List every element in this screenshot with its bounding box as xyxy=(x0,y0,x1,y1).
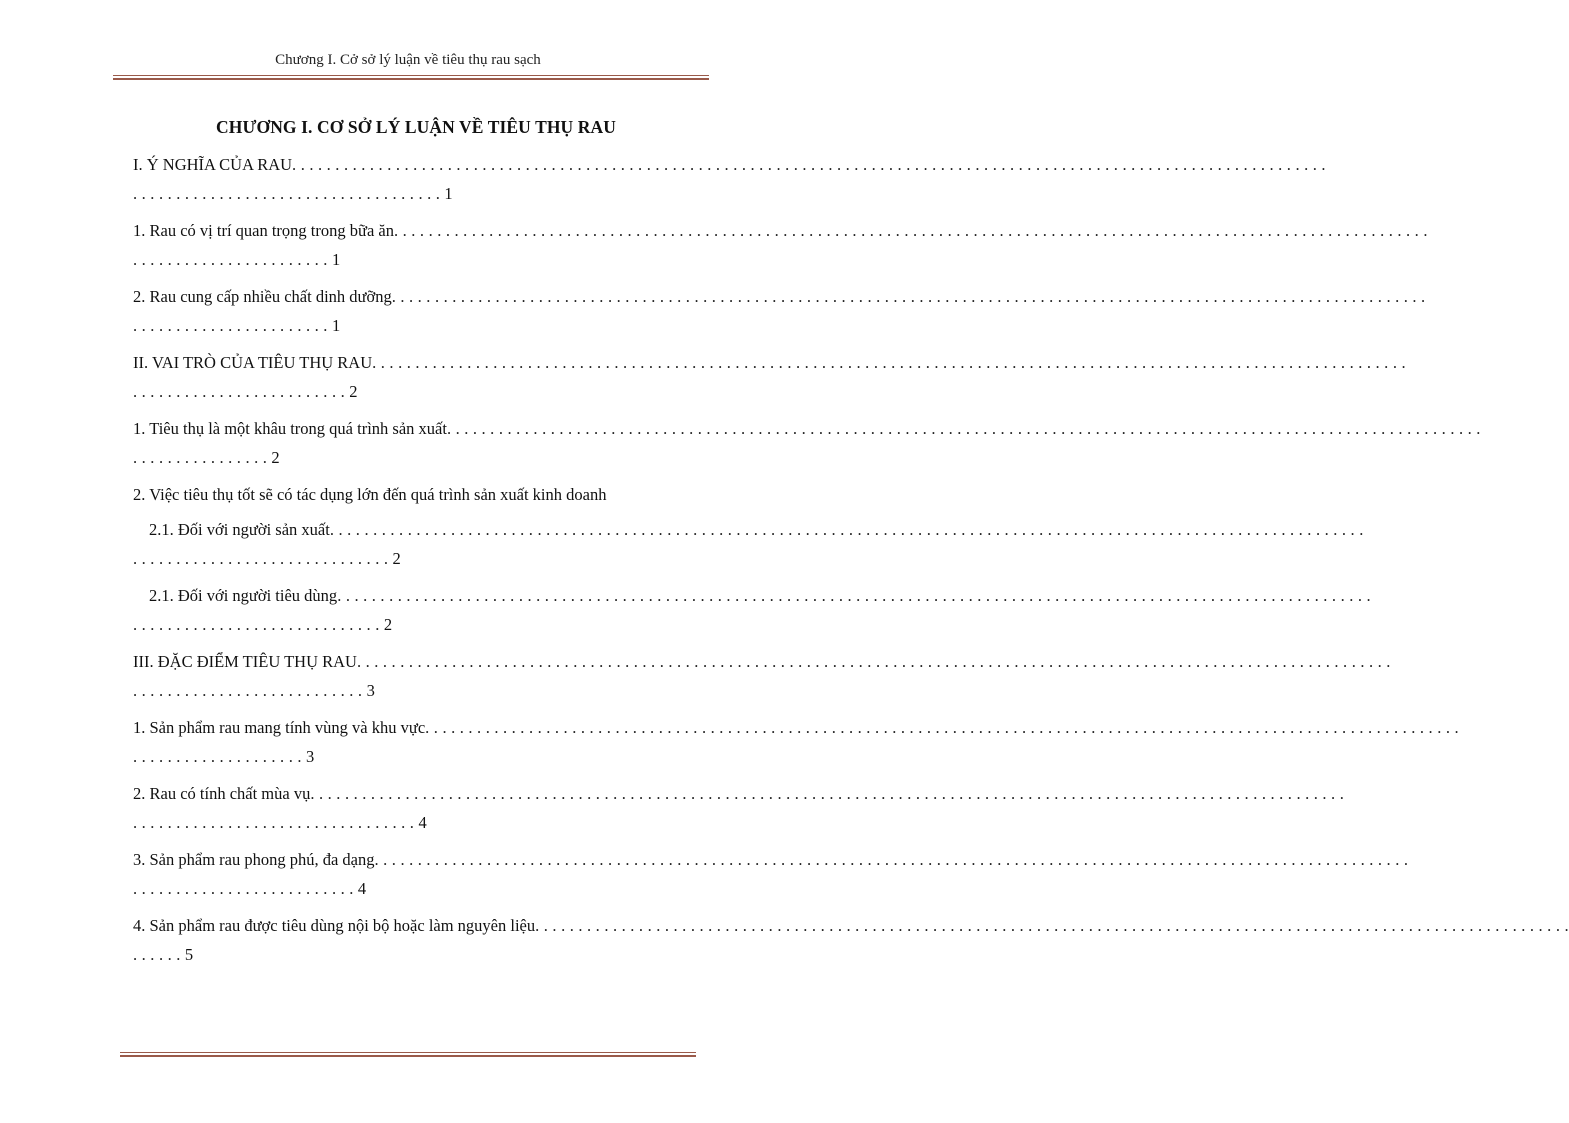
toc-page-number: 5 xyxy=(184,945,194,964)
toc-entry-continuation xyxy=(133,316,340,336)
toc-entry-continuation xyxy=(133,945,193,965)
toc-entry-text: 4. Sản phẩm rau được tiêu dùng nội bộ hoặc làm nguyên liệu xyxy=(133,916,536,935)
toc-entry-text: 1. Sản phẩm rau mang tính vùng và khu vực xyxy=(133,718,426,737)
toc-entry-line xyxy=(133,784,1345,804)
toc-entry-text: 2.1. Đối với người tiêu dùng xyxy=(149,586,338,605)
toc-page-number: 1 xyxy=(444,184,453,203)
dot-leader: . . . . . . . . . . . . . . . . . . . . . . . . . . . . . . . . . . . . . . . . . . . . . . . . . . . . . . . . . . . . . . . . . . . . . . . . . . . . . . . . . . . . . . . . . . . . . . . . . . . . . . . . . . . . . . . . . . . . . . . . xyxy=(425,718,1459,737)
dot-leader: . . . . . . . . . . . . . . . . . . . . . . . . . . . xyxy=(133,681,367,700)
dot-leader: . . . . . . . . . . . . . . . . . . . . . . . . . . . . . . . . . . . . . . . . . . . . . . . . . . . . . . . . . . . . . . . . . . . . . . . . . . . . . . . . . . . . . . . . . . . . . . . . . . . . . . . . . . . . . . . . . . . . . . . . xyxy=(292,155,1326,174)
toc-entry-text: 3. Sản phẩm rau phong phú, đa dạng xyxy=(133,850,375,869)
toc-page-number: 3 xyxy=(366,681,375,700)
toc-entry-line xyxy=(133,485,709,505)
toc-entry-text: III. ĐẶC ĐIỂM TIÊU THỤ RAU xyxy=(133,652,357,671)
toc-entry xyxy=(133,287,1426,353)
toc-entry xyxy=(133,485,709,520)
toc-entry-line xyxy=(133,850,1409,870)
dot-leader: . . . . . . . . . . . . . . . . . . . . . . . . . . . . . . . . . . . . . . . . . . . . . . . . . . . . . . . . . . . . . . . . . . . . . . . . . . . . . . . . . . . . . . . . . . . . . . . . . . . . . . . . . . . . . . . . . . . . . . . . xyxy=(372,353,1406,372)
toc-page-number: 2 xyxy=(271,448,280,467)
dot-leader: . . . . . . . . . . . . . . . . . . . . . . . . . . . . . xyxy=(133,615,384,634)
toc-entry xyxy=(133,155,1326,221)
header-rule xyxy=(113,75,709,80)
toc-entry xyxy=(133,916,1569,982)
footer-rule xyxy=(120,1052,696,1057)
toc-entry xyxy=(133,718,1459,784)
toc-entry-text: 2. Rau có tính chất mùa vụ xyxy=(133,784,311,803)
dot-leader: . . . . . . . . . . . . . . . . . . . . . . . xyxy=(133,316,332,335)
dot-leader: . . . . . . . . . . . . . . . . . . . . . . . . . . . . . . . . . . . . . . . . . . . . . . . . . . . . . . . . . . . . . . . . . . . . . . . . . . . . . . . . . . . . . . . . . . . . . . . . . . . . . . . . . . . . . . . . . . . . . . . . xyxy=(446,419,1481,438)
dot-leader: . . . . . . . . . . . . . . . . . . . . . . . xyxy=(133,250,332,269)
dot-leader: . . . . . . . . . . . . . . . . . . . . . . . . . . . . . . . . . . . . . . . . . . . . . . . . . . . . . . . . . . . . . . . . . . . . . . . . . . . . . . . . . . . . . . . . . . . . . . . . . . . . . . . . . . . . . . . . . . . . . . . . xyxy=(329,520,1364,539)
toc-entry xyxy=(133,586,1371,652)
toc-entry-continuation xyxy=(133,549,401,569)
toc-entry-continuation xyxy=(133,382,358,402)
toc-entry-continuation xyxy=(133,448,280,468)
toc-page-number: 2 xyxy=(349,382,358,401)
toc-entry-line xyxy=(133,520,1364,540)
toc-page-number: 3 xyxy=(306,747,315,766)
toc-entry-continuation xyxy=(133,184,453,204)
toc-entry-line xyxy=(133,586,1371,606)
toc-entry-continuation xyxy=(133,681,375,701)
toc-entry-line xyxy=(133,353,1406,373)
toc-entry-continuation xyxy=(133,813,427,833)
toc-entry xyxy=(133,850,1409,916)
dot-leader: . . . . . . . . . . . . . . . . . . . . . . . . . . . . . . . . . . . . . . . . . . . . . . . . . . . . . . . . . . . . . . . . . . . . . . . . . . . . . . . . . . . . . . . . . . . . . . . . . . . . . . . . . . . . . . . . . . . . . . . . xyxy=(337,586,1371,605)
toc-entry xyxy=(133,221,1428,287)
toc-entry-continuation xyxy=(133,747,314,767)
toc-page-number: 4 xyxy=(418,813,427,832)
dot-leader: . . . . . . . . . . . . . . . . . . . . . . . . . . . . . . xyxy=(133,549,393,568)
toc-entry-line xyxy=(133,419,1481,439)
toc-page-number: 4 xyxy=(357,879,367,898)
toc-entry-continuation xyxy=(133,250,340,270)
toc-entry-continuation xyxy=(133,615,392,635)
toc-page-number: 1 xyxy=(331,250,341,269)
toc-page-number: 1 xyxy=(331,316,341,335)
dot-leader: . . . . . . . . . . . . . . . . . . . . . . . . . . . . . . . . . xyxy=(133,813,419,832)
toc-entry-text: II. VAI TRÒ CỦA TIÊU THỤ RAU xyxy=(133,353,373,372)
toc-entry xyxy=(133,652,1391,718)
toc-entry xyxy=(133,520,1364,586)
dot-leader: . . . . . . . . . . . . . . . . . . . . . . . . . . . . . . . . . . . . . . . . . . . . . . . . . . . . . . . . . . . . . . . . . . . . . . . . . . . . . . . . . . . . . . . . . . . . . . . . . . . . . . . . . . . . . . . . . . . . . . . . xyxy=(310,784,1345,803)
running-header: Chương I. Cở sở lý luận về tiêu thụ rau sạch xyxy=(275,52,541,68)
toc-page-number: 2 xyxy=(392,549,401,568)
toc-entry-continuation xyxy=(133,879,366,899)
toc-entry-line xyxy=(133,287,1426,307)
toc-entry-line xyxy=(133,155,1326,175)
dot-leader: . . . . . . . . . . . . . . . . . . . . . . . . . . . . . . . . . . . . . . . . . . . . . . . . . . . . . . . . . . . . . . . . . . . . . . . . . . . . . . . . . . . . . . . . . . . . . . . . . . . . . . . . . . . . . . . . . . . . . . . . xyxy=(374,850,1409,869)
toc-entry-text: 1. Rau có vị trí quan trọng trong bữa ăn xyxy=(133,221,394,240)
dot-leader: . . . . . . . . . . . . . . . . . . . . . . . . . . . . . . . . . . . . . . . . . . . . . . . . . . . . . . . . . . . . . . . . . . . . . . . . . . . . . . . . . . . . . . . . . . . . . . . . . . . . . . . . . . . . . . . . . . . . . . . . xyxy=(391,287,1426,306)
dot-leader: . . . . . . . . . . . . . . . . . . . . . . . . . xyxy=(133,382,350,401)
dot-leader: . . . . . . . . . . . . . . . . . . . . . . . . . . . . . . . . . . . . xyxy=(133,184,445,203)
dot-leader: . . . . . . . . . . . . . . . . . . . . . . . . . . . . . . . . . . . . . . . . . . . . . . . . . . . . . . . . . . . . . . . . . . . . . . . . . . . . . . . . . . . . . . . . . . . . . . . . . . . . . . . . . . . . . . . . . . . . . . . . xyxy=(393,221,1428,240)
table-of-contents xyxy=(133,155,1569,982)
toc-entry-text: I. Ý NGHĨA CỦA RAU xyxy=(133,155,293,174)
toc-entry-line xyxy=(133,652,1391,672)
dot-leader: . . . . . . . . . . . . . . . . . . . . . . . . . . xyxy=(133,879,358,898)
chapter-title: CHƯƠNG I. CƠ SỞ LÝ LUẬN VỀ TIÊU THỤ RAU xyxy=(216,117,616,137)
toc-entry-line xyxy=(133,221,1428,241)
dot-leader: . . . . . . . . . . . . . . . . xyxy=(133,448,272,467)
toc-entry xyxy=(133,419,1481,485)
dot-leader: . . . . . . . . . . . . . . . . . . . . . . . . . . . . . . . . . . . . . . . . . . . . . . . . . . . . . . . . . . . . . . . . . . . . . . . . . . . . . . . . . . . . . . . . . . . . . . . . . . . . . . . . . . . . . . . . . . . . . . . . xyxy=(535,916,1569,935)
toc-entry-text: 1. Tiêu thụ là một khâu trong quá trình sản xuất xyxy=(133,419,447,438)
toc-entry-text: 2. Rau cung cấp nhiều chất dinh dưỡng xyxy=(133,287,392,306)
dot-leader: . . . . . . . . . . . . . . . . . . . . xyxy=(133,747,306,766)
toc-entry-line xyxy=(133,718,1459,738)
toc-entry xyxy=(133,353,1406,419)
toc-entry-text: 2.1. Đối với người sản xuất xyxy=(149,520,330,539)
toc-entry-line xyxy=(133,916,1569,936)
toc-entry-text: 2. Việc tiêu thụ tốt sẽ có tác dụng lớn đến quá trình sản xuất kinh doanh xyxy=(133,485,607,504)
dot-leader: . . . . . . xyxy=(133,945,185,964)
toc-page-number: 2 xyxy=(383,615,393,634)
toc-entry xyxy=(133,784,1345,850)
dot-leader: . . . . . . . . . . . . . . . . . . . . . . . . . . . . . . . . . . . . . . . . . . . . . . . . . . . . . . . . . . . . . . . . . . . . . . . . . . . . . . . . . . . . . . . . . . . . . . . . . . . . . . . . . . . . . . . . . . . . . . . . xyxy=(356,652,1391,671)
